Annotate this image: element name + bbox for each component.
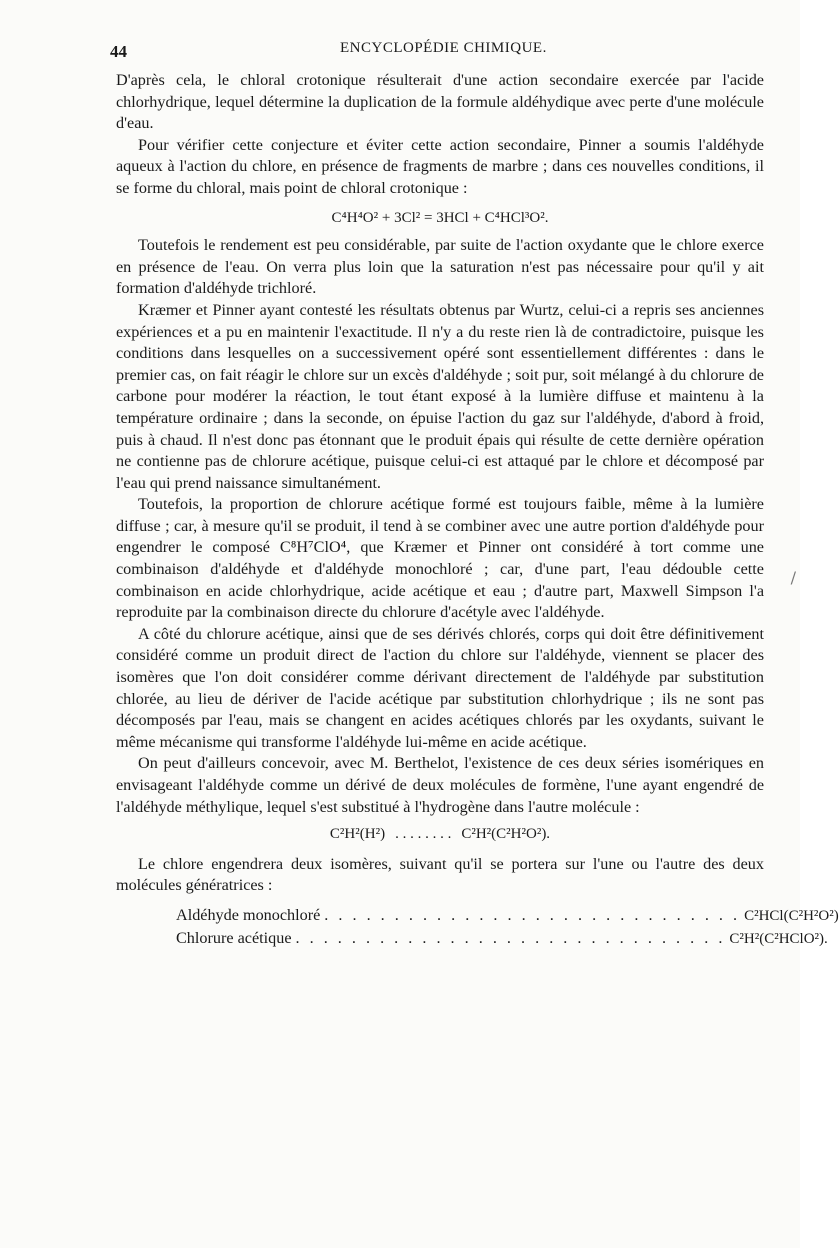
formula: C⁴H⁴O² + 3Cl² = 3HCl + C⁴HCl³O².	[331, 209, 549, 226]
isomer-name: Aldéhyde monochloré	[176, 905, 321, 924]
isomer-row	[176, 905, 839, 928]
formula-dots: . . . . . . . .	[395, 826, 452, 843]
paragraph: A côté du chlorure acétique, ainsi que de ses dérivés chlorés, corps qui doit être définitivement considéré comme un produit direct de l'action du chlore sur l'aldéhyde, viennent se placer des isomères que l'on doit considérer comme dérivant directement de l'aldéhyde par substitution chlorée, au lieu de dériver de l'acide acétique par substitution chlorhydrique ; ils ne sont pas décomposés par l'eau, mais se changent en acides acétiques chlorés par les oxydants, suivant le même mécanisme qui transforme l'aldéhyde lui-même en acide acétique.	[116, 624, 764, 751]
isomer-row	[176, 928, 828, 951]
paragraph: D'après cela, le chloral crotonique résulterait d'une action secondaire exercée par l'acide chlorhydrique, lequel détermine la duplication de la formule aldéhydique avec perte d'une molécule d'eau.	[116, 71, 764, 133]
dot-leader: . . . . . . . . . . . . . . . . . . . . . . . . . . . . . . .	[295, 928, 726, 947]
paragraph: Toutefois, la proportion de chlorure acétique formé est toujours faible, même à la lumière diffuse ; car, à mesure qu'il se produit, il tend à se combiner avec une autre portion d'aldéhyde pour engendrer le composé C⁸H⁷ClO⁴, que Kræmer et Pinner ont considéré à tort comme une combinaison d'aldéhyde et d'aldéhyde monochloré ; car, d'une part, l'eau dédouble cette combinaison en acide chlorhydrique, acide acétique et eau ; d'autre part, Maxwell Simpson l'a reproduite par la combinaison directe du chlorure d'acétyle avec l'aldéhyde.	[116, 495, 764, 622]
isomer-formula: C²HCl(C²H²O²)	[744, 907, 839, 924]
formula-pair	[116, 824, 764, 846]
running-head: ENCYCLOPÉDIE CHIMIQUE.	[340, 40, 547, 56]
dot-leader: . . . . . . . . . . . . . . . . . . . . . . . . . . . . . .	[324, 905, 741, 924]
paragraph: On peut d'ailleurs concevoir, avec M. Berthelot, l'existence de ces deux séries isomériques en envisageant l'aldéhyde comme un dérivé de deux molécules de formène, l'une ayant engendré de l'aldéhyde méthylique, lequel s'est substitué à l'hydrogène dans l'autre molécule :	[116, 754, 764, 816]
isomer-name: Chlorure acétique	[176, 928, 292, 947]
paragraph: Kræmer et Pinner ayant contesté les résultats obtenus par Wurtz, celui-ci a repris ses anciennes expériences et a pu en maintenir l'exactitude. Il n'y a du reste rien là de contradictoire, puisque les conditions dans lesquelles on a successivement opéré sont essentiellement différentes : dans le premier cas, on fait réagir le chlore sur un excès d'aldéhyde ; soit pur, soit mélangé à du chlorure de carbone pour modérer la réaction, le tout étant exposé à la lumière diffuse et maintenu à la température ordinaire ; dans la seconde, on épuise l'action du gaz sur l'aldéhyde, d'abord à froid, puis à chaud. Il n'est donc pas étonnant que le produit épais qui résulte de cette dernière opération ne contienne pas de chlorure acétique, puisque celui-ci est attaqué par le chlore et décomposé par l'eau qui prend naissance simultanément.	[116, 300, 764, 492]
paragraph: Pour vérifier cette conjecture et éviter cette action secondaire, Pinner a soumis l'aldéhyde aqueux à l'action du chlore, en présence de fragments de marbre ; dans ces nouvelles conditions, il se forme du chloral, mais point de chloral crotonique :	[116, 135, 764, 197]
paragraph: Toutefois le rendement est peu considérable, par suite de l'action oxydante que le chlore exerce en présence de l'eau. On verra plus loin que la saturation n'est pas nécessaire pour qu'il y ait formation d'aldéhyde trichloré.	[116, 236, 764, 298]
page-header	[110, 40, 760, 66]
isomer-formula: C²H²(C²HClO²).	[729, 930, 828, 947]
formula-left: C²H²(H²)	[329, 826, 386, 843]
paragraph: Le chlore engendrera deux isomères, suivant qu'il se portera sur l'une ou l'autre des deux molécules génératrices :	[116, 854, 764, 895]
body-text	[116, 70, 839, 950]
margin-mark: /	[790, 568, 796, 587]
page-number: 44	[110, 42, 127, 61]
isomer-list	[176, 905, 839, 950]
formula-right: C²H²(C²H²O²).	[461, 826, 551, 843]
